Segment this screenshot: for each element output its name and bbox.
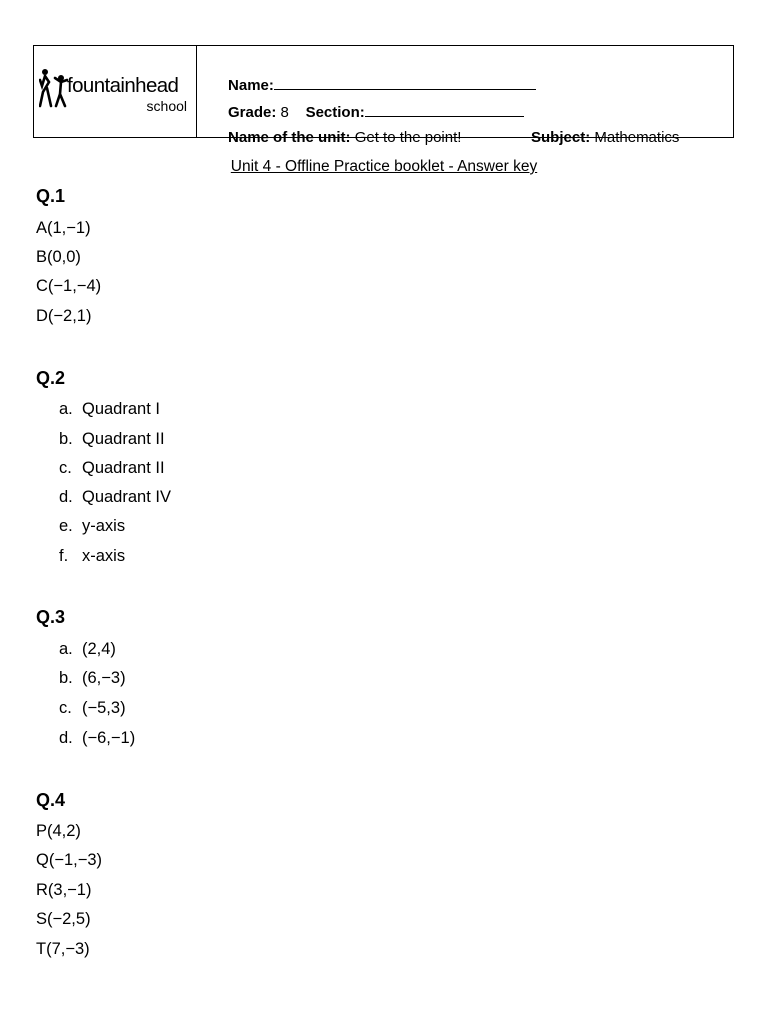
list-marker: b. [59,430,73,448]
list-marker: c. [59,459,72,477]
q4-answer: T(7,−3) [36,940,90,958]
logo-wordmark: fountainhead [67,74,179,97]
page-title: Unit 4 - Offline Practice booklet - Answer key [230,158,538,175]
subject-row [506,112,679,163]
unit-value: Get to the point! [354,129,462,146]
q3-item-text: (6,−3) [82,669,126,687]
name-label: Name: [228,77,274,94]
q3-heading: Q.3 [36,607,66,627]
subject-label: Subject: [531,129,591,146]
grade-label: Grade: [228,104,277,121]
list-marker: f. [59,547,69,565]
q4-answer: Q(−1,−3) [36,851,103,869]
q3-item-text: (−6,−1) [82,729,136,747]
student-info [197,46,733,146]
q4-answer: S(−2,5) [36,910,91,928]
section-label: Section: [305,104,365,121]
q2-item-text: Quadrant II [82,459,165,477]
q2-item-text: Quadrant IV [82,488,171,506]
q2-item-text: y-axis [82,517,126,535]
school-logo [34,46,197,137]
q1-answer: B(0,0) [36,248,81,266]
q2-heading: Q.2 [36,368,66,388]
q1-answer: D(−2,1) [36,307,92,325]
list-marker: a. [59,640,73,658]
q4-answer: P(4,2) [36,822,81,840]
q1-heading: Q.1 [36,186,66,206]
list-marker: b. [59,669,73,687]
subject-value: Mathematics [594,129,680,146]
list-marker: d. [59,729,73,747]
header-box [33,45,734,146]
logo-subtitle: school [146,98,187,114]
q1-answer: C(−1,−4) [36,277,102,295]
q2-item-text: Quadrant II [82,430,165,448]
list-marker: d. [59,488,73,506]
grade-value: 8 [280,104,289,121]
q1-answer: A(1,−1) [36,219,91,237]
q3-item-text: (−5,3) [82,699,126,717]
list-marker: e. [59,517,73,535]
list-marker: a. [59,400,73,418]
unit-label: Name of the unit: [228,129,351,146]
q2-item-text: x-axis [82,547,126,565]
q4-heading: Q.4 [36,790,66,810]
unit-row [203,112,461,163]
list-marker: c. [59,699,72,717]
q2-item-text: Quadrant I [82,400,160,418]
q4-answer: R(3,−1) [36,881,92,899]
q3-item-text: (2,4) [82,640,116,658]
